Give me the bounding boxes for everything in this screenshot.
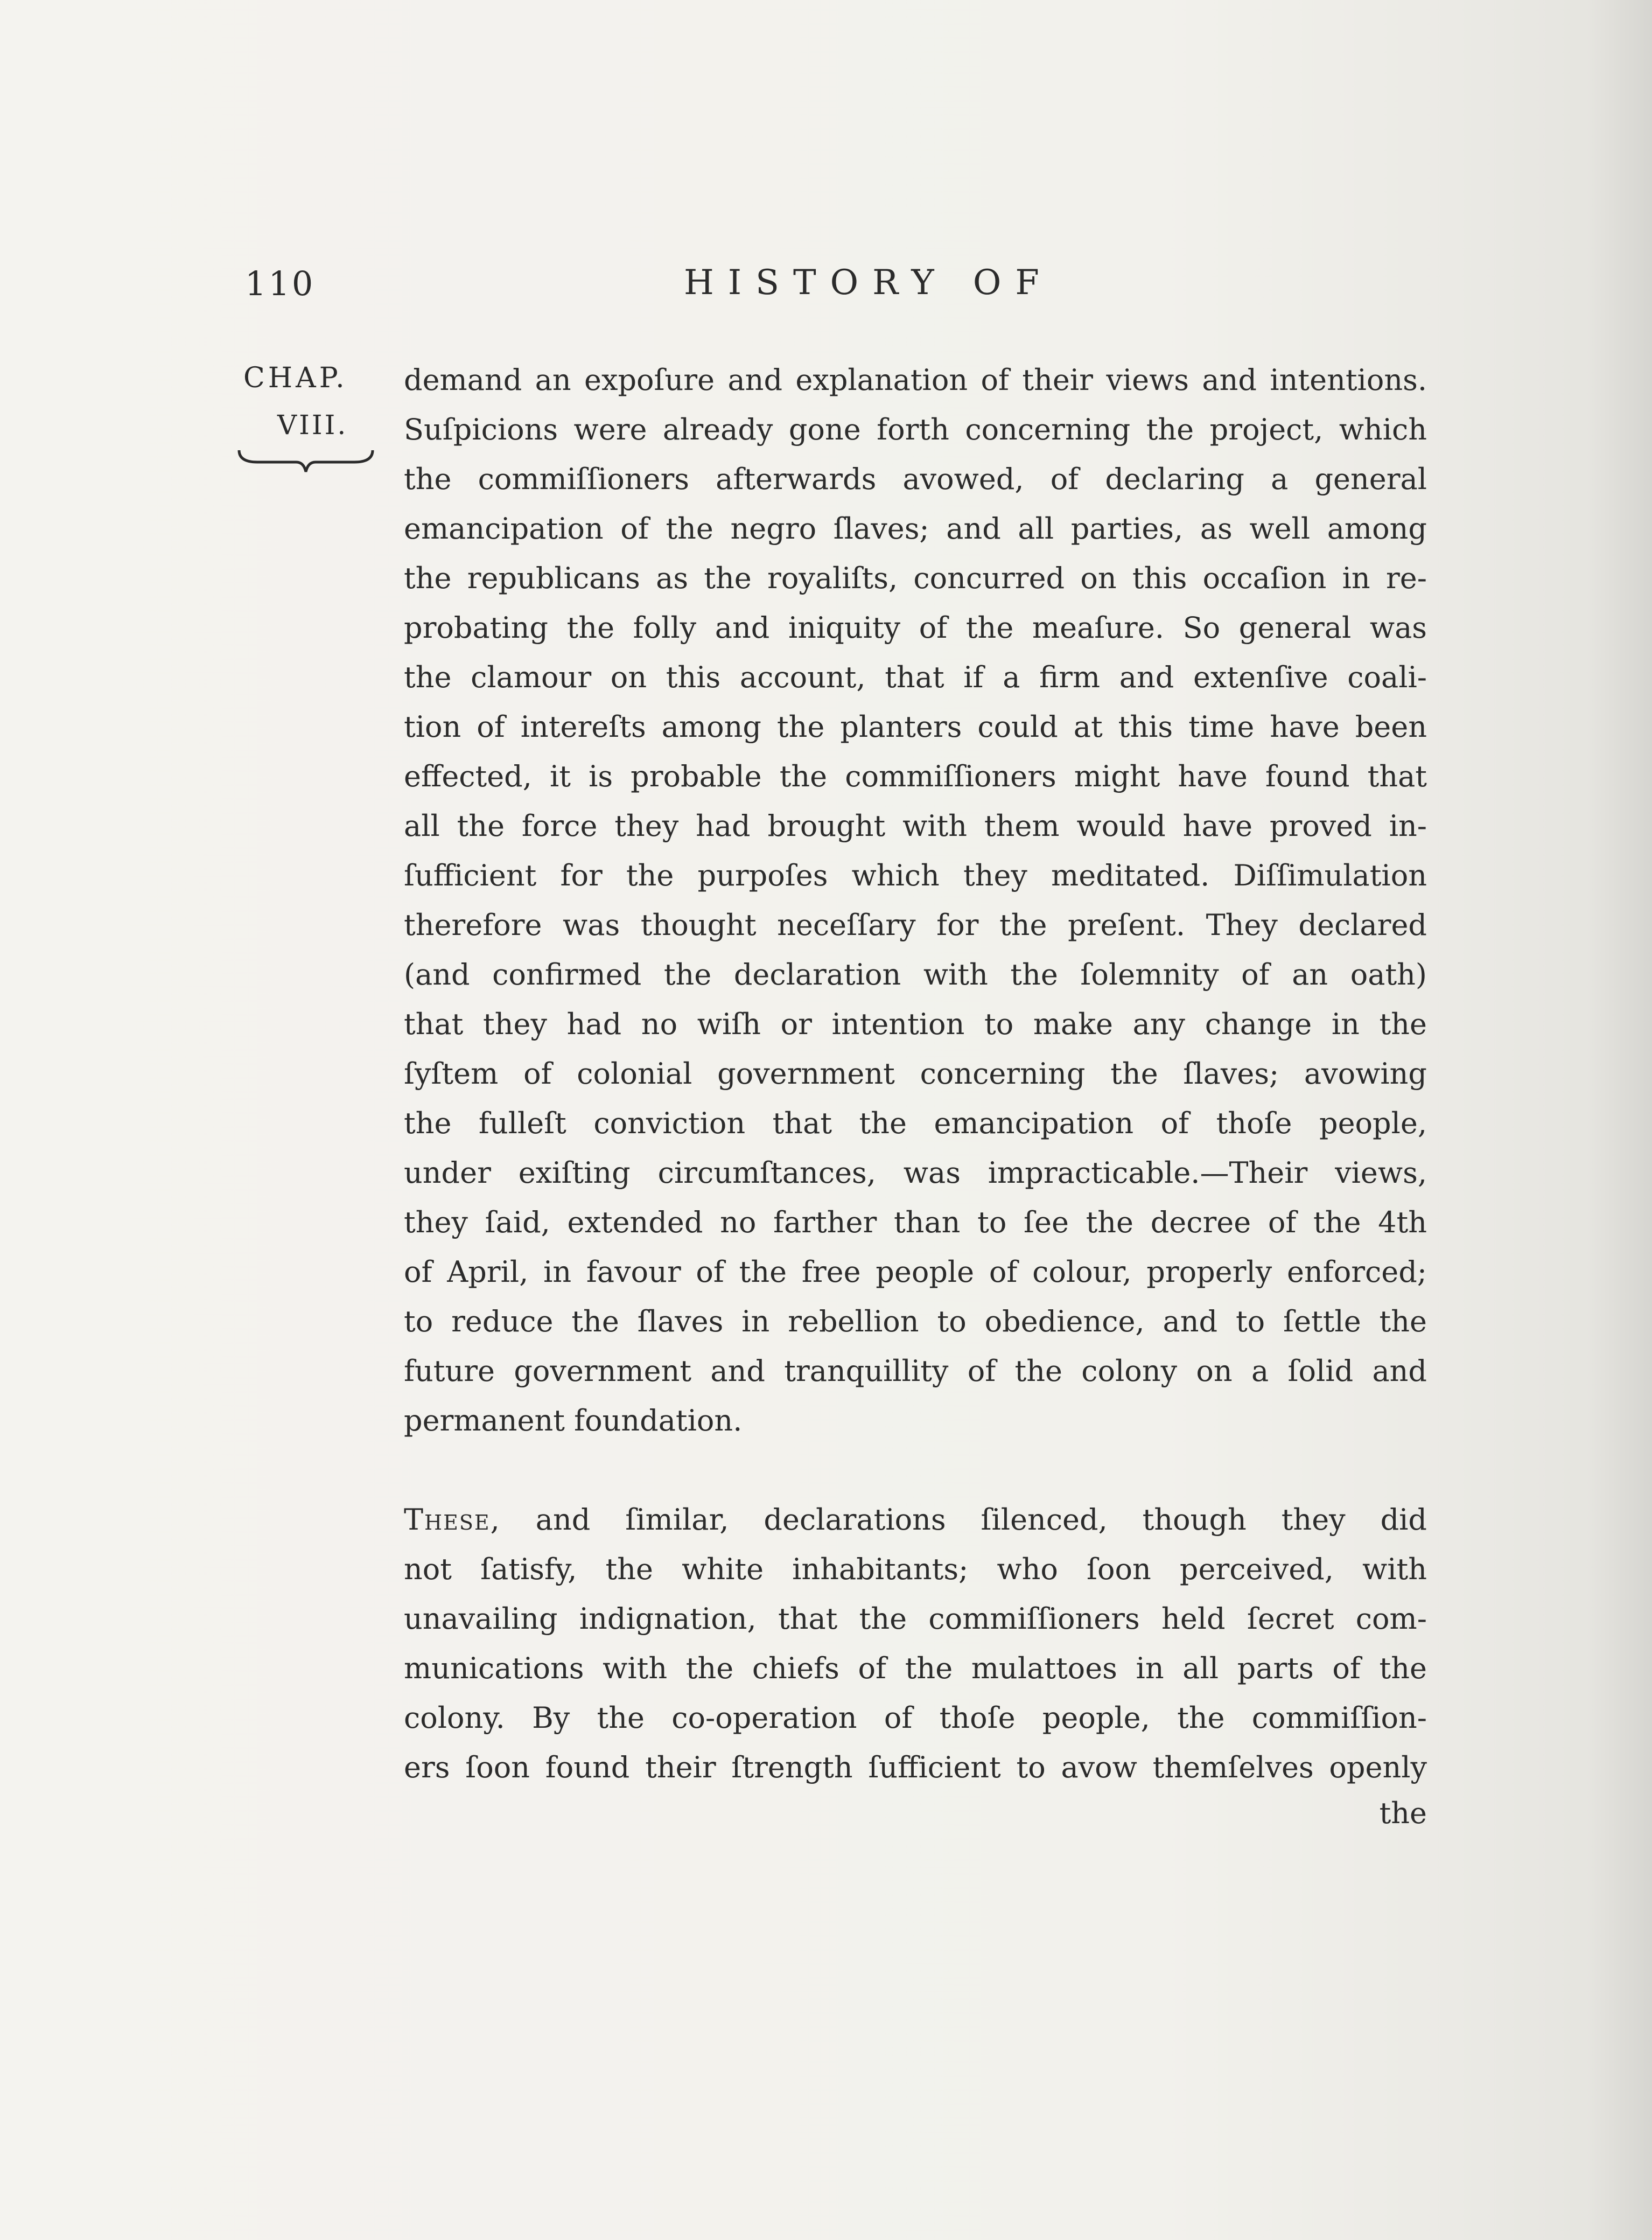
text-line: tion of intereſts among the planters could at this time have been (404, 710, 1427, 744)
text-line: all the force they had brought with them would have proved in- (404, 809, 1427, 843)
text-line: (and confirmed the declaration with the ſolemnity of an oath) (404, 958, 1427, 992)
paragraph-first-line (404, 1495, 1427, 1545)
text-line: unavailing indignation, that the commiſſioners held ſecret com- (404, 1602, 1427, 1636)
text-line: they ſaid, extended no farther than to ſee the decree of the 4th (404, 1205, 1427, 1239)
text-line: effected, it is probable the commiſſioners might have found that (404, 759, 1427, 793)
page-number: 110 (245, 264, 316, 303)
text-line: ers ſoon found their ſtrength ſufficient to avow themſelves openly (404, 1750, 1427, 1784)
body-text (404, 355, 1427, 1792)
running-head: HISTORY OF (684, 263, 1053, 303)
chapter-brace-ornament (236, 446, 376, 478)
paragraph-1 (404, 355, 1427, 1446)
text-line: probating the folly and iniquity of the meaſure. So general was (404, 611, 1427, 645)
catchword: the (1379, 1796, 1427, 1830)
text-line: the commiſſioners afterwards avowed, of declaring a general (404, 462, 1427, 496)
opening-line-text: and ſimilar, declarations ſilenced, though they did (500, 1503, 1427, 1537)
paragraph-2 (404, 1495, 1427, 1792)
text-line: the republicans as the royaliſts, concurred on this occaſion in re- (404, 561, 1427, 595)
text-line: therefore was thought neceſſary for the preſent. They declared (404, 908, 1427, 942)
text-line: munications with the chiefs of the mulattoes in all parts of the (404, 1651, 1427, 1685)
chapter-label: CHAP. (243, 362, 348, 394)
text-line: ſyſtem of colonial government concerning the ſlaves; avowing (404, 1057, 1427, 1091)
text-line: emancipation of the negro ſlaves; and all parties, as well among (404, 512, 1427, 546)
text-line: the clamour on this account, that if a firm and extenſive coali- (404, 660, 1427, 694)
text-line: of April, in favour of the free people of colour, properly enforced; (404, 1255, 1427, 1289)
opening-word: These, (404, 1503, 501, 1537)
text-line: colony. By the co-operation of thoſe people, the commiſſion- (404, 1701, 1427, 1735)
chapter-number: VIII. (277, 409, 348, 441)
text-line: demand an expoſure and explanation of their views and intentions. (404, 363, 1427, 397)
text-line: Suſpicions were already gone forth concerning the project, which (404, 413, 1427, 446)
text-line: under exiſting circumſtances, was impracticable.—Their views, (404, 1156, 1427, 1190)
text-line: permanent foundation. (404, 1404, 743, 1437)
text-line: that they had no wiſh or intention to make any change in the (404, 1007, 1427, 1041)
text-line: the fulleſt conviction that the emancipation of thoſe people, (404, 1106, 1427, 1140)
page-edge-shadow (1587, 0, 1652, 2240)
text-line: ſufficient for the purpoſes which they meditated. Diſſimulation (404, 859, 1427, 892)
text-line: future government and tranquillity of the colony on a ſolid and (404, 1354, 1427, 1388)
text-line: not ſatisfy, the white inhabitants; who ſoon perceived, with (404, 1552, 1427, 1586)
text-line: to reduce the ſlaves in rebellion to obedience, and to ſettle the (404, 1304, 1427, 1338)
